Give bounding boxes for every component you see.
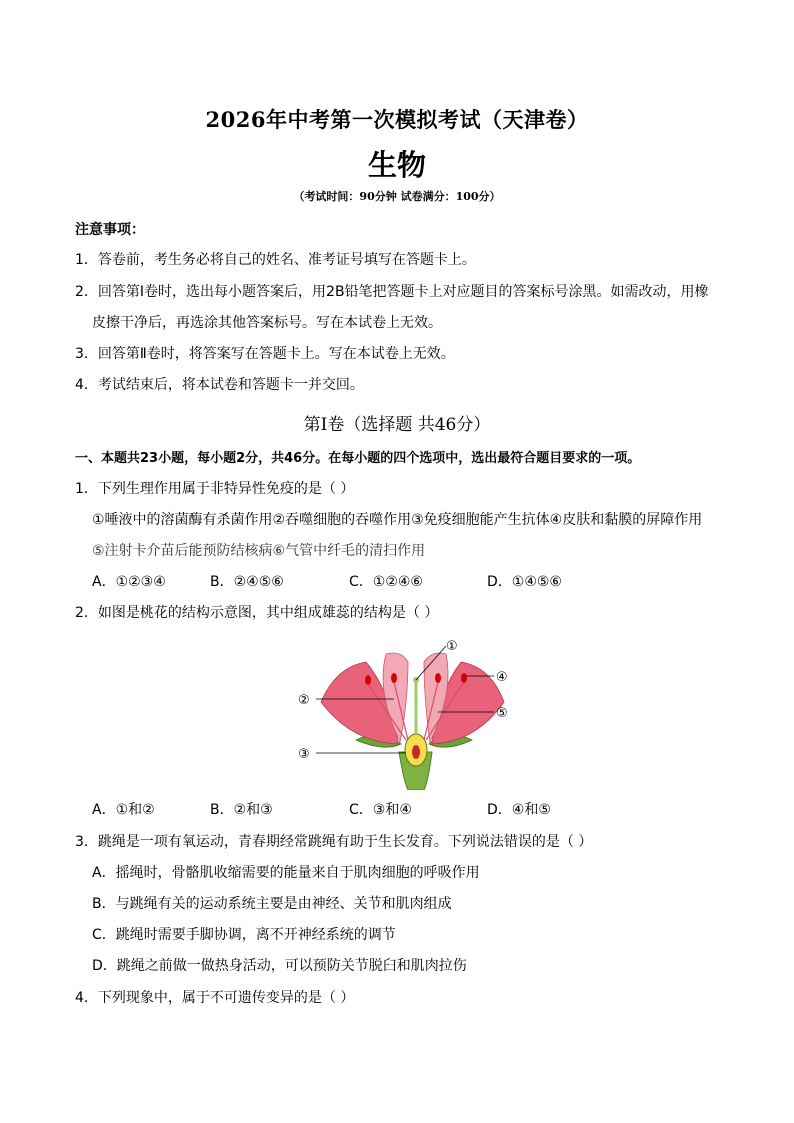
option-a: A．①和② [92,802,155,818]
exam-title: 2026年中考第一次模拟考试（天津卷） [205,107,589,132]
figure-label-5: ⑤ [496,706,508,721]
question-stem: 2．如图是桃花的结构示意图，其中组成雄蕊的结构是（ ） [75,605,439,621]
note-item: 4．考试结束后，将本试卷和答题卡一并交回。 [75,377,364,393]
note-item: 2．回答第Ⅰ卷时，选出每小题答案后，用2B铅笔把答题卡上对应题目的答案标号涂黑。如需改动，用橡 [75,284,709,300]
question-stem: 4．下列现象中，属于不可遗传变异的是（ ） [75,990,355,1006]
question-body: ⑤注射卡介苗后能预防结核病⑥气管中纤毛的清扫作用 [92,543,426,559]
section-title: 第Ⅰ卷（选择题 共46分） [303,415,491,435]
question-stem: 1．下列生理作用属于非特异性免疫的是（ ） [75,481,355,497]
option-b: B．②④⑤⑥ [210,574,284,590]
question-stem: 3．跳绳是一项有氧运动，青春期经常跳绳有助于生长发育。下列说法错误的是（ ） [75,834,593,850]
note-item: 3．回答第Ⅱ卷时，将答案写在答题卡上。写在本试卷上无效。 [75,346,455,362]
option-a: A．摇绳时，骨骼肌收缩需要的能量来自于肌肉细胞的呼吸作用 [92,865,480,881]
section-instruction: 一、本题共23小题，每小题2分，共46分。在每小题的四个选项中，选出最符合题目要求的一项。 [75,451,641,466]
option-d: D．跳绳之前做一做热身活动，可以预防关节脱臼和肌肉拉伤 [92,958,467,974]
option-d: D．④和⑤ [487,802,551,818]
figure-label-4: ④ [496,670,508,685]
figure-label-2: ② [298,693,310,708]
exam-info: （考试时间：90分钟 试卷满分：100分） [293,190,501,203]
option-d: D．①④⑤⑥ [487,574,562,590]
option-b: B．②和③ [210,802,273,818]
option-c: C．①②④⑥ [349,574,423,590]
subject-title: 生物 [367,148,426,182]
question-body: ①唾液中的溶菌酶有杀菌作用②吞噬细胞的吞噬作用③免疫细胞能产生抗体④皮肤和黏膜的屏障作用 [92,512,703,528]
figure-label-3: ③ [298,747,310,762]
notes-heading: 注意事项： [75,222,145,238]
peach-flower-diagram [296,632,526,790]
option-c: C．跳绳时需要手脚协调，离不开神经系统的调节 [92,927,396,943]
note-item: 1．答卷前，考生务必将自己的姓名、准考证号填写在答题卡上。 [75,252,476,268]
option-c: C．③和④ [349,802,412,818]
option-b: B．与跳绳有关的运动系统主要是由神经、关节和肌肉组成 [92,896,452,912]
figure-label-1: ① [446,639,458,654]
note-item: 皮擦干净后，再选涂其他答案标号。写在本试卷上无效。 [92,315,442,331]
option-a: A．①②③④ [92,574,166,590]
